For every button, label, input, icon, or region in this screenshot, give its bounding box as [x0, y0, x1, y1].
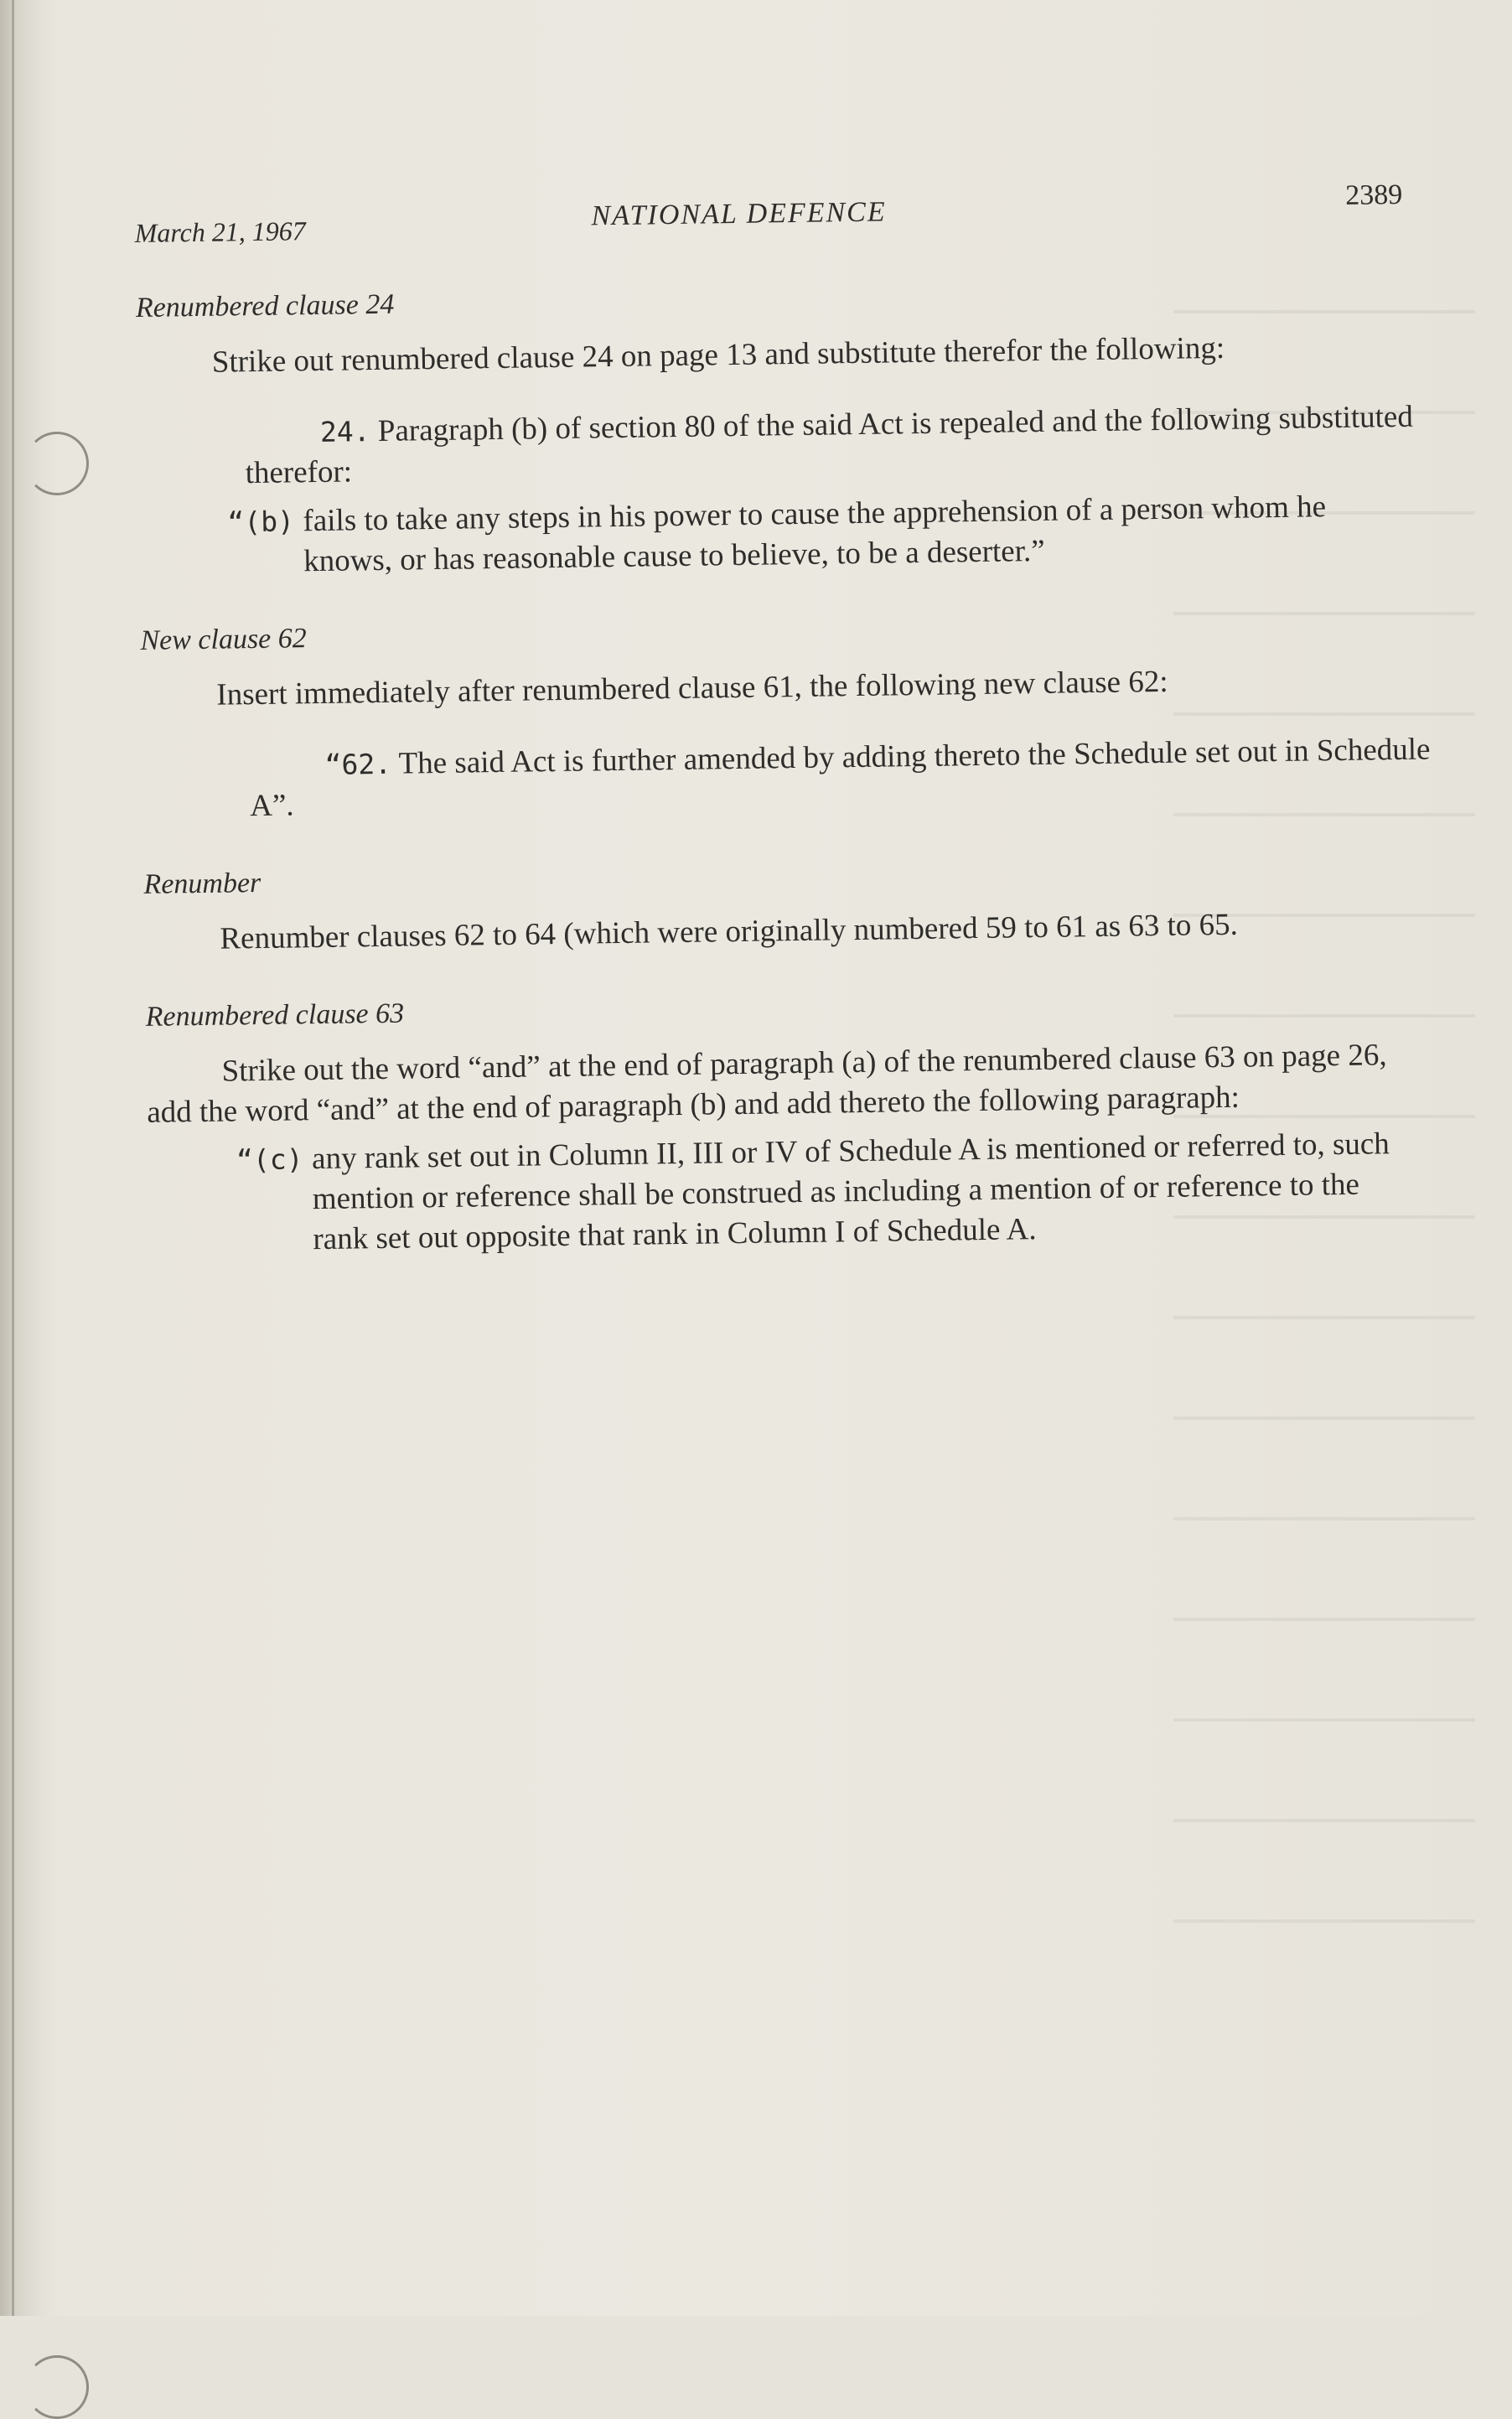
- quote-text: any rank set out in Column II, III or IV of Schedule A is mentioned or referred to, such mention or reference shall be construed as including a mention of or reference to the rank set out opposite that rank in Column I of Schedule A.: [311, 1127, 1390, 1257]
- section-new-clause-62: [140, 603, 1433, 827]
- section-renumbered-clause-63: [145, 979, 1439, 1261]
- section-heading: Renumbered clause 24: [135, 288, 395, 324]
- binding-edge-line: [12, 0, 14, 2316]
- punch-hole-bottom: [25, 2355, 89, 2419]
- clause-label: 24.: [319, 415, 370, 448]
- clause-paragraph: [249, 729, 1433, 826]
- section-instruction: Strike out renumbered clause 24 on page 13 and substitute therefor the following:: [211, 330, 1225, 380]
- clause-label: “62.: [324, 747, 392, 781]
- section-renumber: [143, 847, 1435, 960]
- section-heading: New clause 62: [140, 623, 308, 656]
- clause-paragraph: [245, 396, 1429, 494]
- clause-text: Paragraph (b) of section 80 of the said Act is repealed and the following substituted therefor:: [245, 399, 1414, 491]
- page-body: [134, 174, 1440, 1261]
- punch-hole-top: [25, 432, 89, 495]
- quoted-paragraph: [227, 485, 1430, 583]
- section-renumbered-clause-24: [136, 270, 1431, 583]
- running-head: [134, 174, 1426, 251]
- section-instruction: Renumber clauses 62 to 64 (which were originally numbered 59 to 61 as 63 to 65.: [220, 907, 1239, 956]
- quoted-paragraph: [236, 1123, 1440, 1261]
- clause-text: The said Act is further amended by adding thereto the Schedule set out in Schedule A”.: [249, 732, 1431, 824]
- page-binding: [0, 0, 39, 2316]
- header-title: NATIONAL DEFENCE: [591, 196, 887, 232]
- page-number: 2389: [1344, 179, 1403, 211]
- header-date: March 21, 1967: [134, 215, 307, 248]
- section-heading: Renumber: [143, 867, 261, 900]
- section-heading: Renumbered clause 63: [145, 997, 405, 1033]
- quote-label: “(b): [227, 505, 295, 539]
- quote-text: fails to take any steps in his power to cause the apprehension of a person whom he knows, or has reasonable cause to believe, to be a deserter.”: [303, 489, 1327, 579]
- quote-label: “(c): [236, 1142, 303, 1177]
- section-instruction: Insert immediately after renumbered clause 61, the following new clause 62:: [216, 664, 1168, 712]
- section-instruction: Strike out the word “and” at the end of paragraph (a) of the renumbered clause 63 on page 26, add the word “and” at the end of paragraph (b) and add thereto the following paragraph:: [147, 1038, 1387, 1130]
- page-content: [134, 179, 1431, 1262]
